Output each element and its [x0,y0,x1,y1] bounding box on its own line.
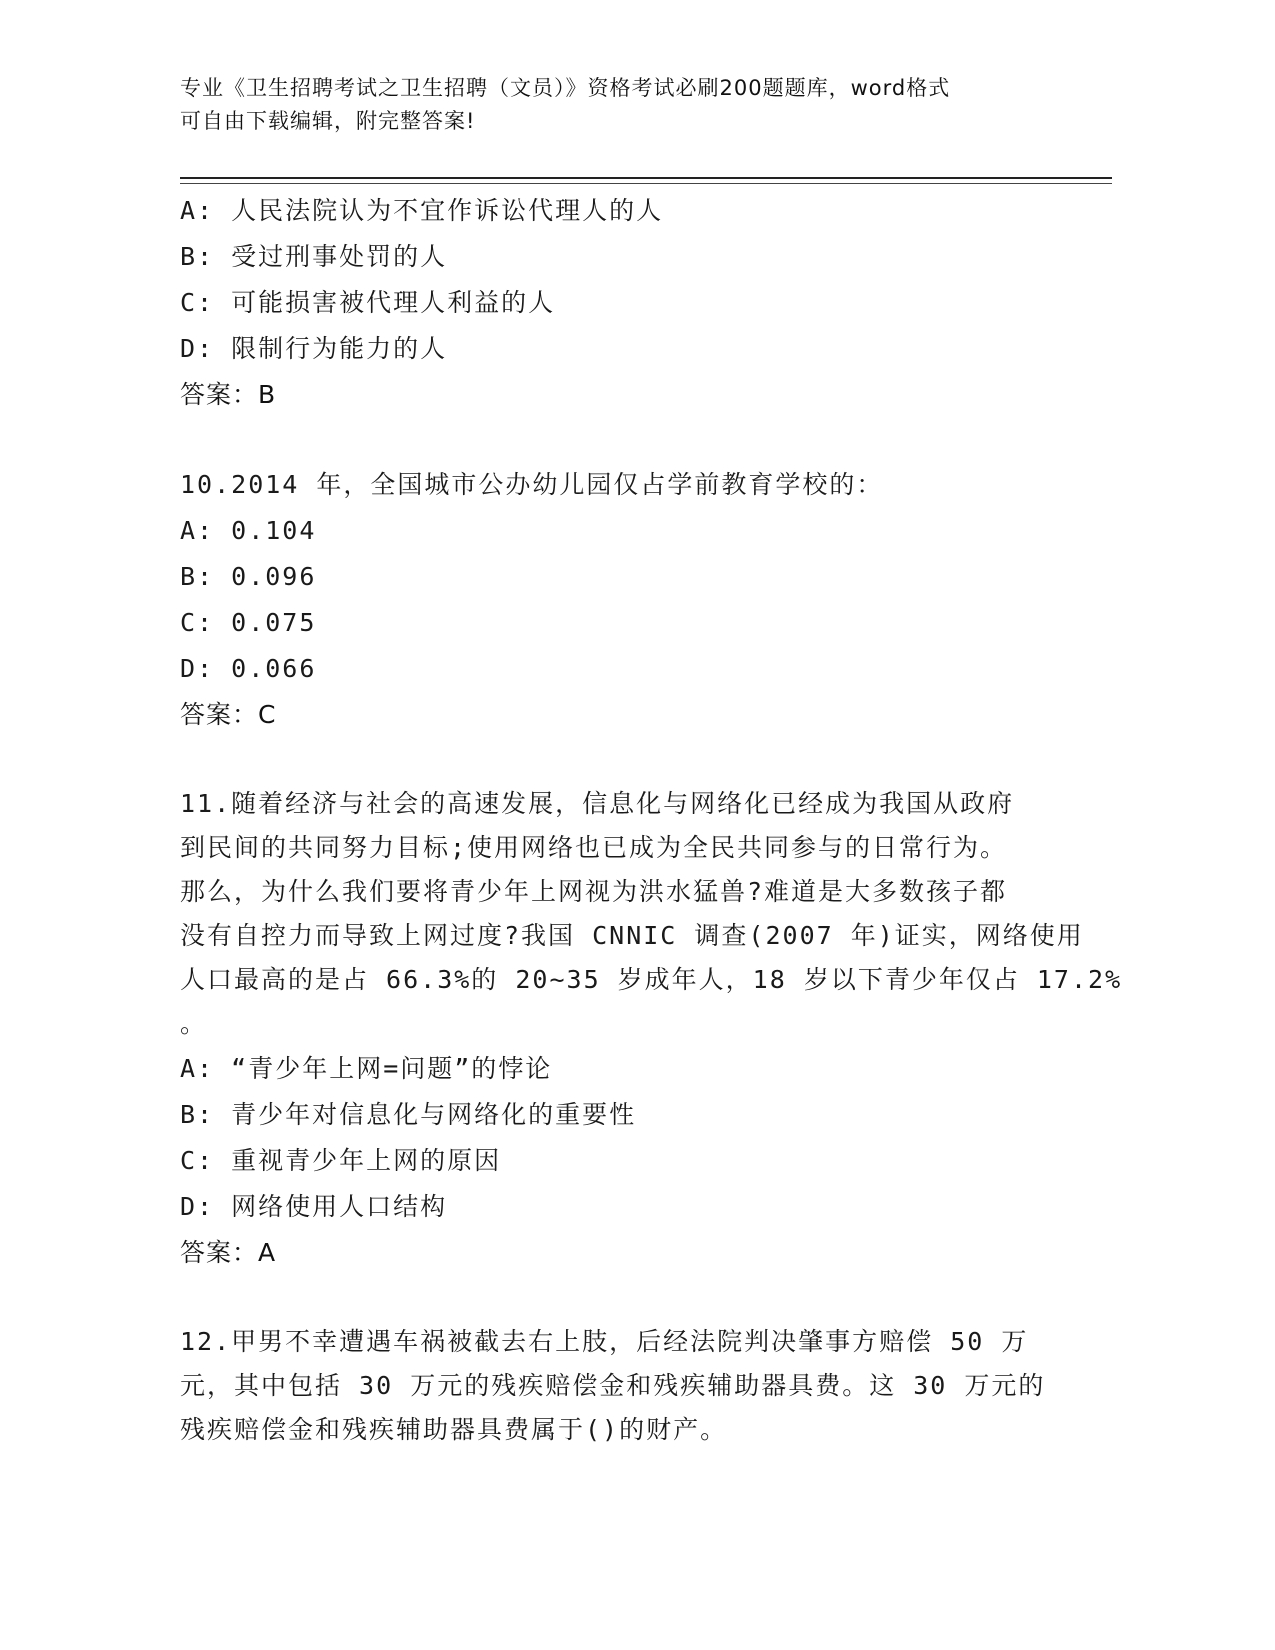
question-stem [180,782,1123,1046]
answer-line: 答案：C [180,700,277,729]
stem-line: 人口最高的是占 66.3%的 20~35 岁成年人，18 岁以下青少年仅占 17.2% [180,965,1123,994]
option-a: A: 人民法院认为不宜作诉讼代理人的人 [180,196,664,225]
option-b: B: 受过刑事处罚的人 [180,242,448,271]
option-b: B: 青少年对信息化与网络化的重要性 [180,1100,637,1129]
stem-line: 到民间的共同努力目标;使用网络也已成为全民共同参与的日常行为。 [180,833,1008,862]
stem-line: 没有自控力而导致上网过度?我国 CNNIC 调查(2007 年)证实，网络使用 [180,921,1084,950]
option-d: D: 限制行为能力的人 [180,334,448,363]
option-c: C: 可能损害被代理人利益的人 [180,288,556,317]
stem-line: 那么，为什么我们要将青少年上网视为洪水猛兽?难道是大多数孩子都 [180,877,1008,906]
option-c: C: 重视青少年上网的原因 [180,1146,502,1175]
stem-line: 。 [180,1009,208,1038]
spacer [180,1276,1080,1320]
option-a: A: 0.104 [180,516,317,545]
question-stem [180,1320,1080,1452]
option-d: D: 0.066 [180,654,317,683]
answer-line: 答案：A [180,1238,277,1267]
question-11 [180,782,1123,1276]
header-title-line-1: 专业《卫生招聘考试之卫生招聘（文员）》资格考试必刷200题题库，word格式 [180,76,951,100]
option-c: C: 0.075 [180,608,317,637]
stem-line: 残疾赔偿金和残疾辅助器具费属于()的财产。 [180,1415,728,1444]
question-stem: 10.2014 年，全国城市公办幼儿园仅占学前教育学校的： [180,470,884,499]
option-a: A: “青少年上网=问题”的悖论 [180,1054,553,1083]
option-d: D: 网络使用人口结构 [180,1192,448,1221]
stem-line: 元，其中包括 30 万元的残疾赔偿金和残疾辅助器具费。这 30 万元的 [180,1371,1046,1400]
stem-line: 12.甲男不幸遭遇车祸被截去右上肢，后经法院判决肇事方赔偿 50 万 [180,1327,1029,1356]
spacer [180,738,1080,782]
header-divider-thin [180,183,1112,184]
document-header [180,72,1080,138]
header-title-line-2: 可自由下载编辑，附完整答案! [180,109,476,133]
question-9 [180,188,1080,418]
header-divider-thick [180,177,1112,179]
option-b: B: 0.096 [180,562,317,591]
question-10 [180,462,1080,738]
answer-line: 答案：B [180,380,277,409]
stem-line: 11.随着经济与社会的高速发展，信息化与网络化已经成为我国从政府 [180,789,1015,818]
document-body [180,188,1123,1452]
question-12 [180,1320,1080,1452]
spacer [180,418,1080,462]
